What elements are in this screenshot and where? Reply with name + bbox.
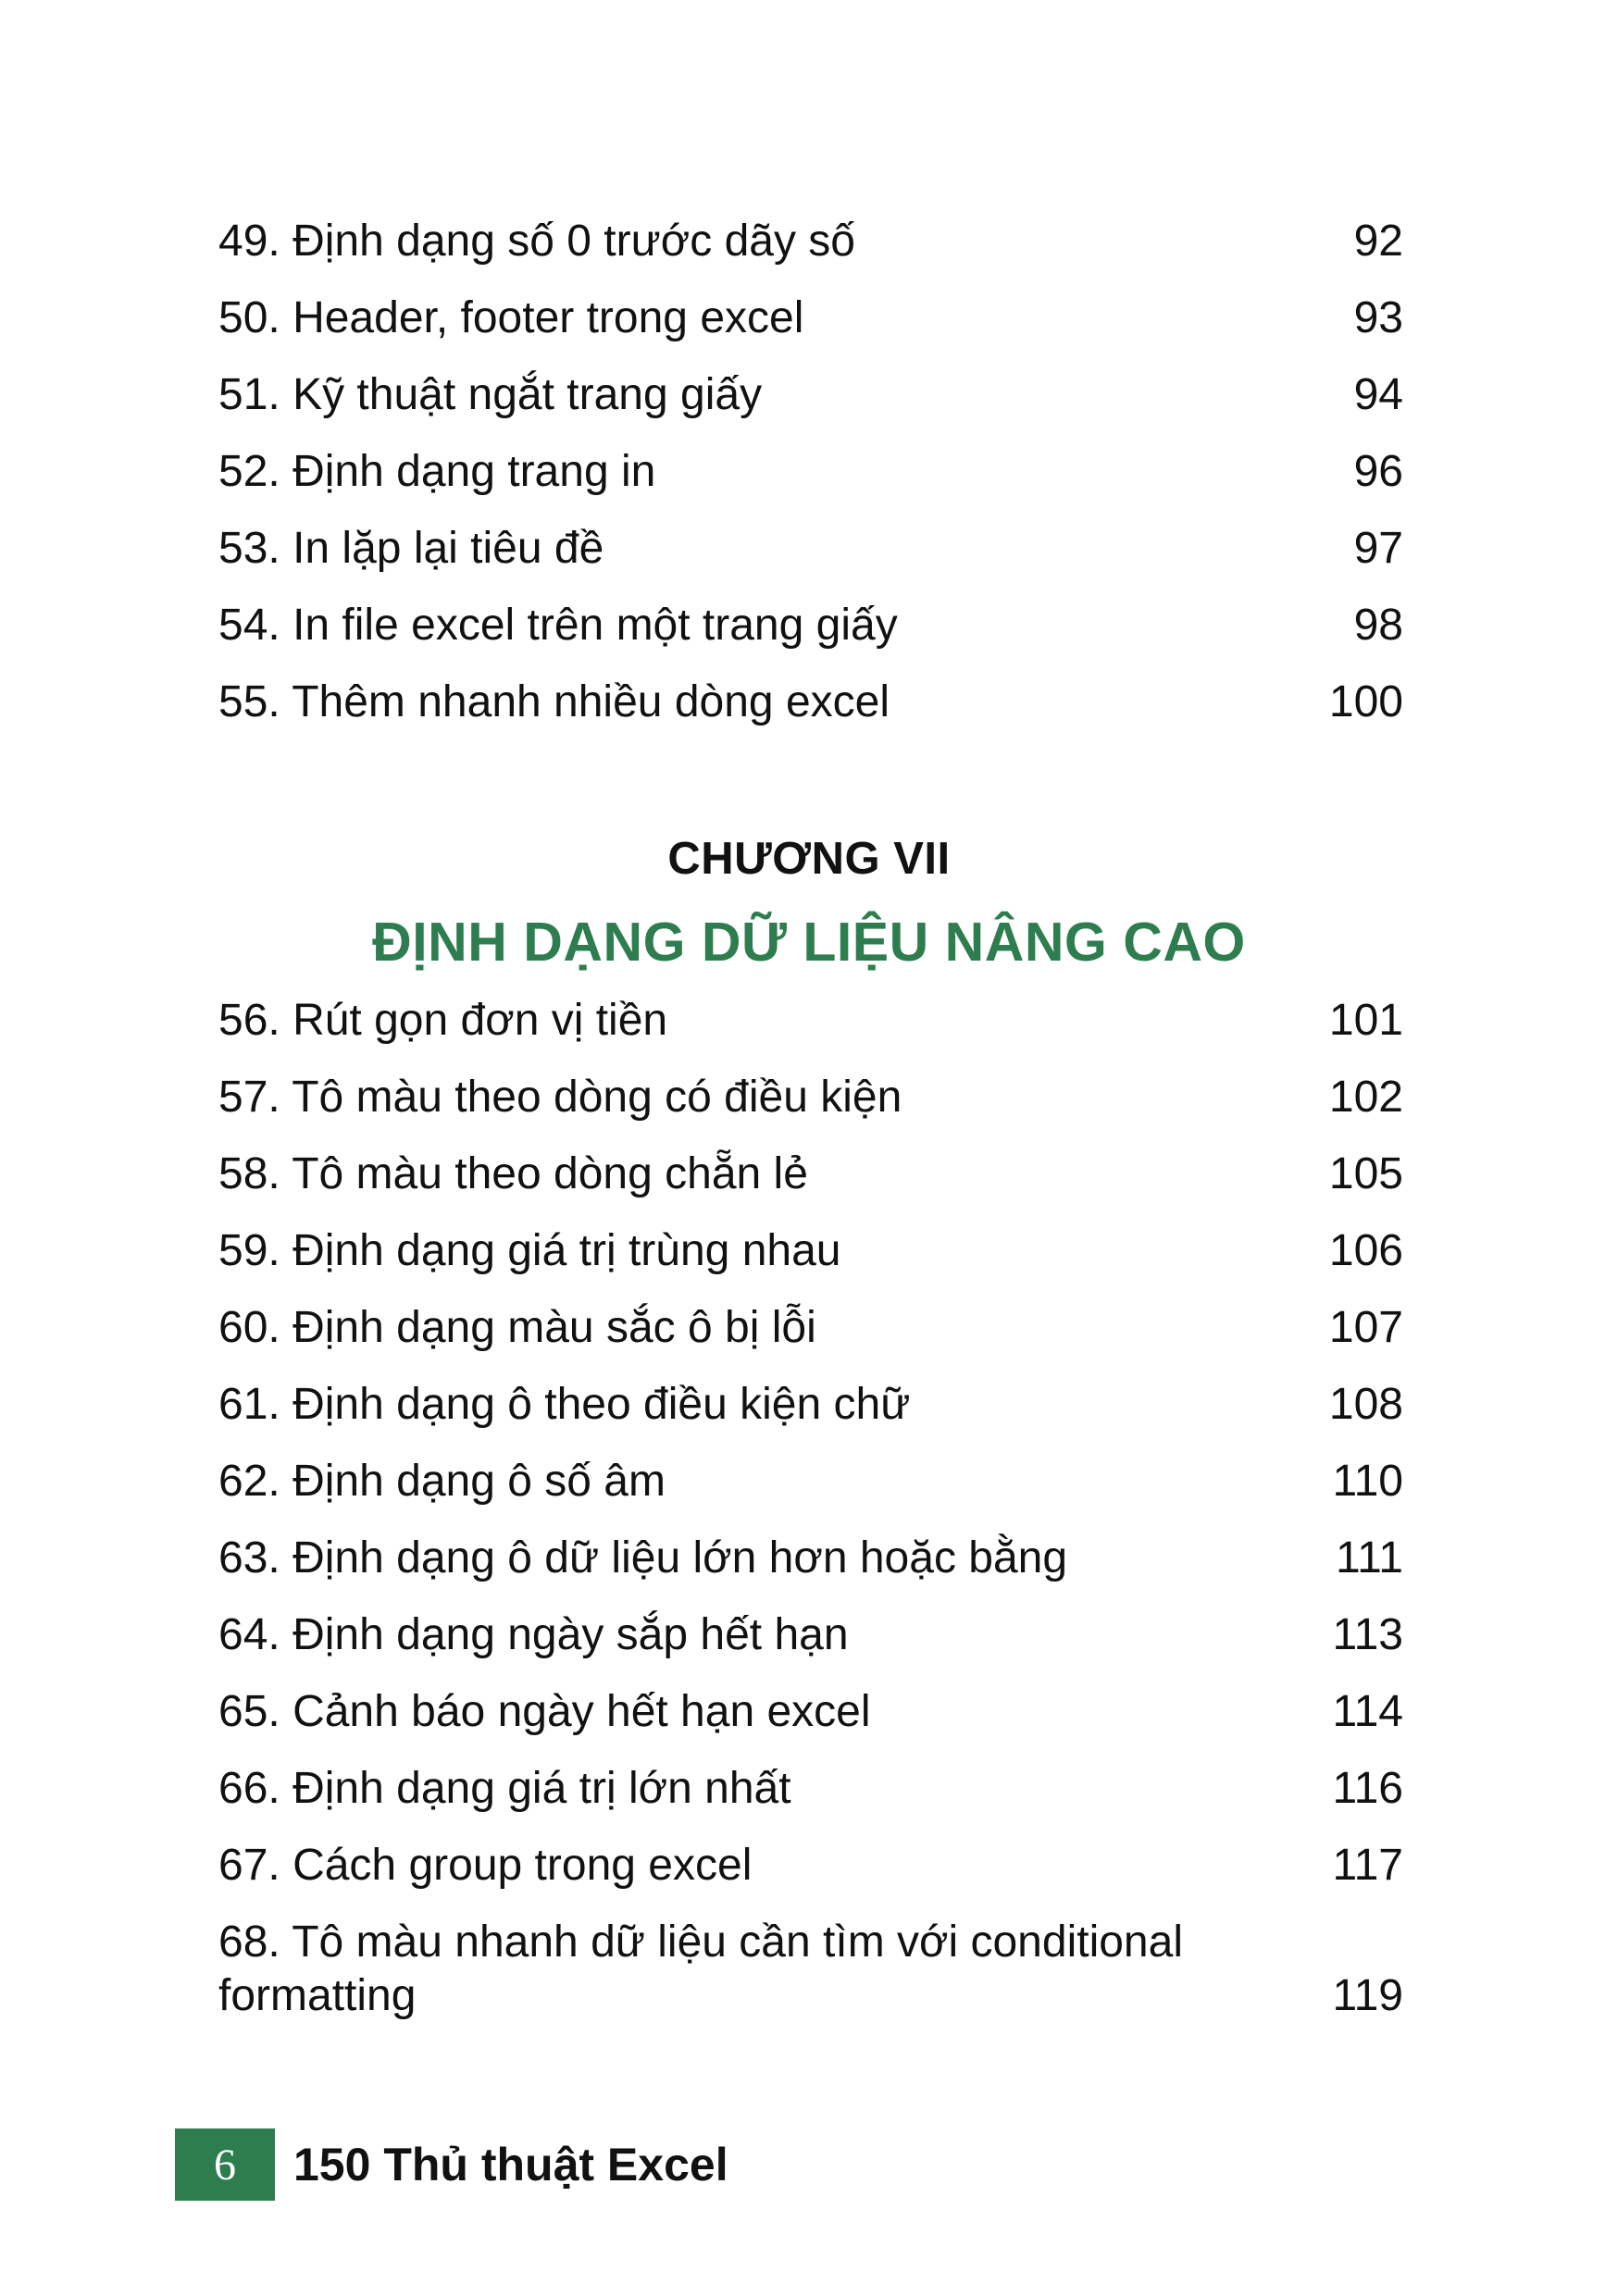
toc-entry-page: 96 (1353, 447, 1403, 496)
toc-entry-64 (218, 1608, 1403, 1685)
toc-entry-59 (218, 1224, 1403, 1301)
toc-entry-55 (218, 676, 1403, 752)
toc-entry-65 (218, 1685, 1403, 1762)
toc-section-before-chapter (218, 215, 1403, 752)
toc-entry-title: 59. Định dạng giá trị trùng nhau (218, 1226, 841, 1275)
toc-entry-page: 92 (1353, 217, 1403, 266)
toc-entry-page: 119 (1332, 1971, 1403, 2020)
toc-entry-page: 106 (1328, 1226, 1403, 1275)
toc-entry-62 (218, 1455, 1403, 1532)
toc-entry-page: 105 (1328, 1149, 1403, 1198)
book-title: 150 Thủ thuật Excel (293, 2139, 728, 2191)
toc-entry-title: 64. Định dạng ngày sắp hết hạn (218, 1610, 849, 1659)
toc-entry-49 (218, 215, 1403, 292)
toc-entry-title: 52. Định dạng trang in (218, 447, 656, 496)
page-footer (175, 2128, 728, 2201)
toc-entry-title: 67. Cách group trong excel (218, 1841, 753, 1890)
toc-entry-63 (218, 1532, 1403, 1608)
toc-entry-page: 97 (1353, 524, 1403, 573)
toc-entry-page: 100 (1328, 677, 1403, 726)
toc-entry-title: 53. In lặp lại tiêu đề (218, 524, 604, 573)
toc-entry-page: 116 (1332, 1764, 1403, 1813)
toc-entry-61 (218, 1378, 1403, 1455)
toc-entry-page: 117 (1332, 1841, 1403, 1890)
toc-entry-page: 98 (1353, 601, 1403, 650)
toc-entry-51 (218, 368, 1403, 445)
toc-entry-page: 94 (1353, 370, 1403, 419)
toc-entry-title: 65. Cảnh báo ngày hết hạn excel (218, 1687, 871, 1736)
toc-entry-title: 54. In file excel trên một trang giấy (218, 601, 898, 650)
toc-entry-title: 55. Thêm nhanh nhiều dòng excel (218, 677, 890, 726)
toc-entry-page: 102 (1328, 1073, 1403, 1122)
chapter-label: CHƯƠNG VII (667, 834, 951, 884)
chapter-title: ĐỊNH DẠNG DỮ LIỆU NÂNG CAO (372, 912, 1246, 973)
toc-entry-title: 60. Định dạng màu sắc ô bị lỗi (218, 1303, 816, 1352)
toc-entry-page: 114 (1332, 1687, 1403, 1736)
toc-entry-title: 57. Tô màu theo dòng có điều kiện (218, 1073, 902, 1122)
toc-entry-67 (218, 1839, 1403, 1916)
toc-entry-title: 51. Kỹ thuật ngắt trang giấy (218, 370, 763, 419)
toc-entry-title: 63. Định dạng ô dữ liệu lớn hơn hoặc bằng (218, 1533, 1068, 1582)
toc-entry-page: 113 (1332, 1610, 1403, 1659)
toc-entry-52 (218, 445, 1403, 522)
toc-entry-title: 61. Định dạng ô theo điều kiện chữ (218, 1380, 911, 1429)
toc-entry-page: 107 (1328, 1303, 1403, 1352)
toc-entry-page: 93 (1353, 293, 1403, 342)
toc-entry-title: 66. Định dạng giá trị lớn nhất (218, 1764, 791, 1813)
toc-entry-60 (218, 1301, 1403, 1378)
toc-entry-title: 58. Tô màu theo dòng chẵn lẻ (218, 1149, 808, 1198)
toc-entry-title: 68. Tô màu nhanh dữ liệu cần tìm với conditional formatting (218, 1917, 1183, 2020)
toc-entry-page: 110 (1332, 1457, 1403, 1506)
page-number: 6 (175, 2128, 275, 2201)
toc-entry-54 (218, 599, 1403, 676)
toc-entry-page: 101 (1328, 996, 1403, 1045)
toc-entry-66 (218, 1762, 1403, 1839)
toc-entry-title: 50. Header, footer trong excel (218, 293, 804, 342)
toc-entry-title: 62. Định dạng ô số âm (218, 1457, 666, 1506)
toc-entry-title: 56. Rút gọn đơn vị tiền (218, 996, 668, 1045)
toc-entry-57 (218, 1071, 1403, 1148)
toc-entry-50 (218, 292, 1403, 368)
toc-entry-page: 111 (1336, 1533, 1403, 1582)
toc-entry-title: 49. Định dạng số 0 trước dãy số (218, 217, 855, 266)
toc-entry-page: 108 (1328, 1380, 1403, 1429)
toc-entry-53 (218, 522, 1403, 599)
toc-entry-58 (218, 1148, 1403, 1224)
toc-entry-68 (218, 1916, 1403, 2023)
toc-entry-56 (218, 994, 1403, 1071)
toc-section-chapter-vii (218, 994, 1403, 2023)
